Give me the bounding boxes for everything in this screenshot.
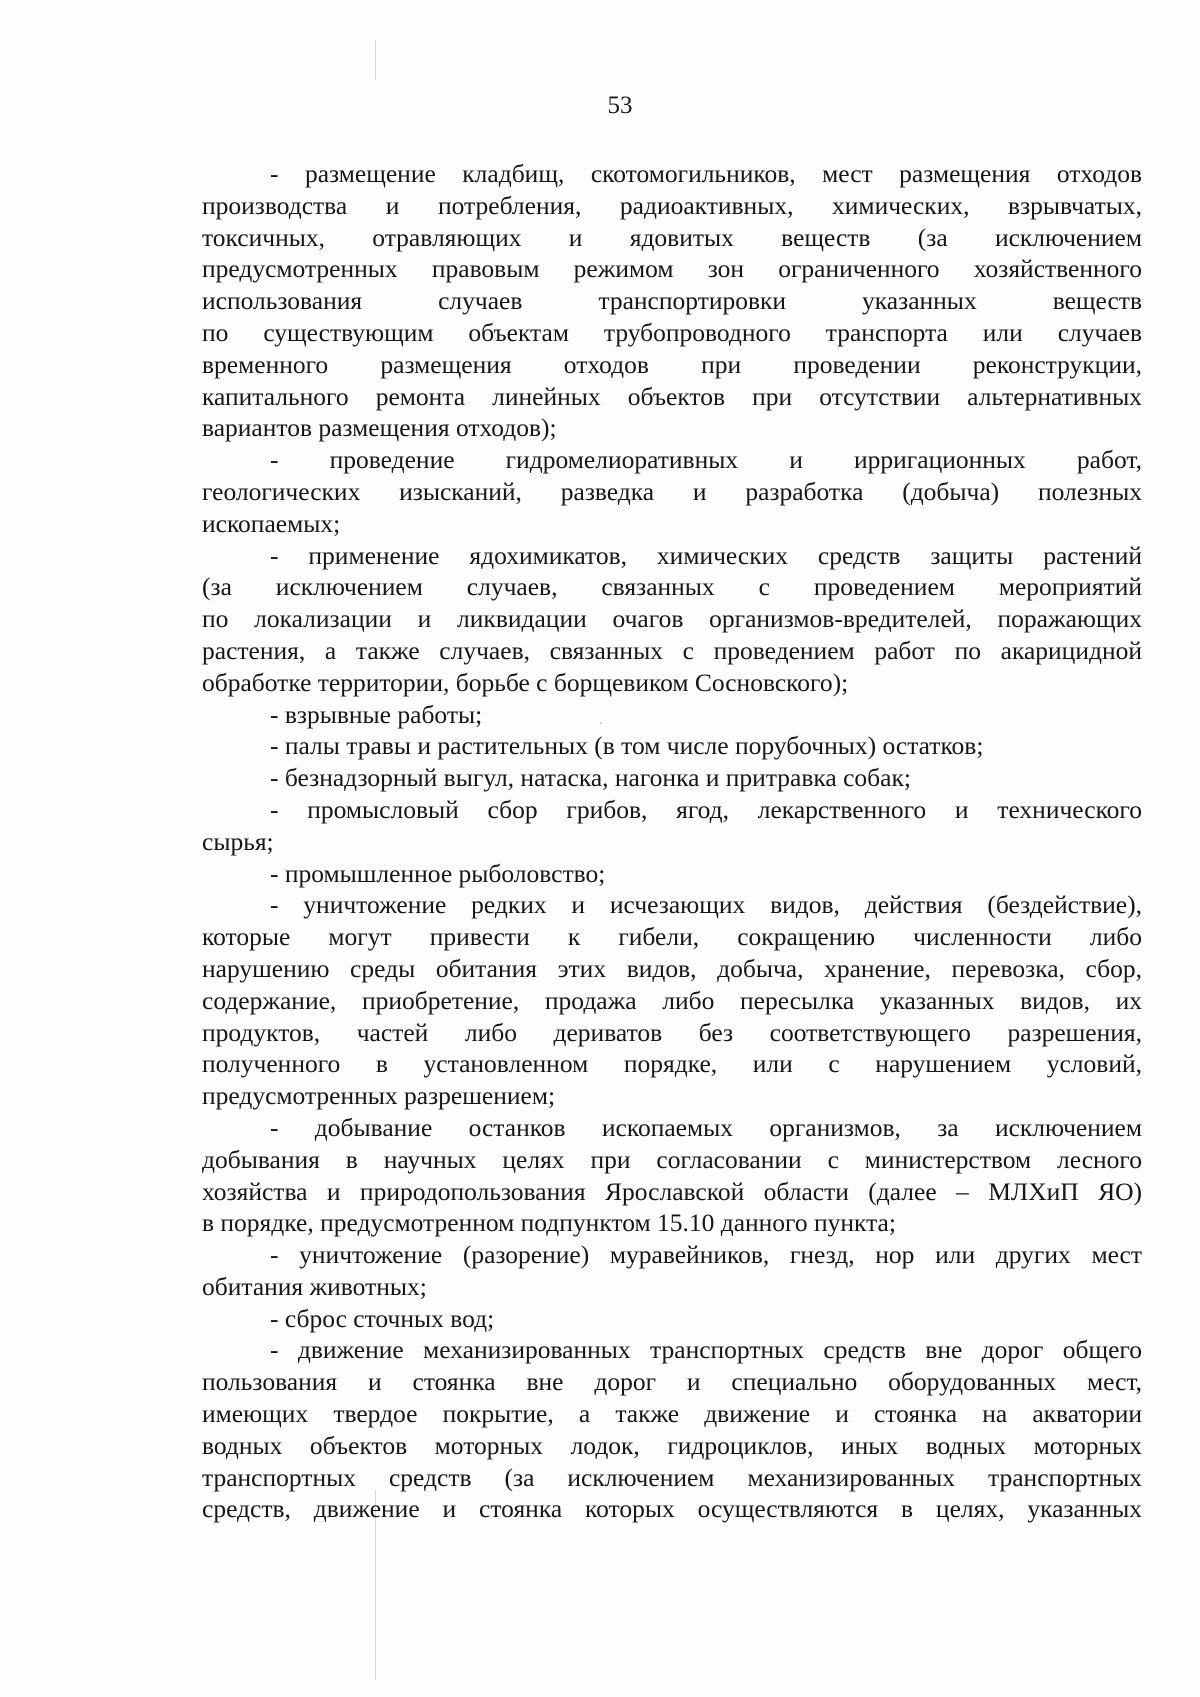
list-item xyxy=(202,889,1142,1112)
text-line: - палы травы и растительных (в том числе порубочных) остатков; xyxy=(270,731,984,761)
text-line: растения, а также случаев, связанных с проведением работ по акарицидной xyxy=(202,635,1142,665)
text-line: - движение механизированных транспортных средств вне дорог общего xyxy=(270,1335,1142,1365)
text-line: полученного в установленном порядке, или с нарушением условий, xyxy=(202,1049,1142,1079)
text-line: - проведение гидромелиоративных и ирригационных работ, xyxy=(270,445,1142,475)
text-line: хозяйства и природопользования Ярославской области (далее – МЛХиП ЯО) xyxy=(202,1176,1142,1206)
text-line: - уничтожение редких и исчезающих видов, действия (бездействие), xyxy=(270,890,1142,920)
text-line: ископаемых; xyxy=(202,508,341,538)
text-line: по локализации и ликвидации очагов организмов-вредителей, поражающих xyxy=(202,604,1142,634)
text-line: - промысловый сбор грибов, ягод, лекарственного и технического xyxy=(270,794,1142,824)
list-item xyxy=(202,1334,1142,1525)
text-line: - размещение кладбищ, скотомогильников, мест размещения отходов xyxy=(270,159,1142,188)
text-line: пользования и стоянка вне дорог и специально оборудованных мест, xyxy=(202,1367,1142,1397)
list-item xyxy=(202,858,1142,890)
list-item xyxy=(202,540,1142,699)
list-item xyxy=(202,158,1142,444)
text-line: содержание, приобретение, продажа либо пересылка указанных видов, их xyxy=(202,985,1142,1015)
text-line: - сброс сточных вод; xyxy=(270,1303,495,1333)
text-line: - уничтожение (разорение) муравейников, гнезд, нор или других мест xyxy=(270,1240,1142,1270)
text-line: использования случаев транспортировки указанных веществ xyxy=(202,286,1142,316)
text-line: водных объектов моторных лодок, гидроциклов, иных водных моторных xyxy=(202,1430,1142,1460)
text-line: сырья; xyxy=(202,826,274,856)
text-line: продуктов, частей либо дериватов без соответствующего разрешения, xyxy=(202,1017,1142,1047)
text-line: вариантов размещения отходов); xyxy=(202,413,557,443)
text-line: в порядке, предусмотренном подпунктом 15.10 данного пункта; xyxy=(202,1208,896,1238)
text-line: предусмотренных разрешением; xyxy=(202,1081,556,1111)
text-line: - промышленное рыболовство; xyxy=(270,858,606,888)
text-line: по существующим объектам трубопроводного транспорта или случаев xyxy=(202,317,1142,347)
text-line: - взрывные работы; xyxy=(270,699,483,729)
text-line: временного размещения отходов при проведении реконструкции, xyxy=(202,349,1142,379)
text-line: - безнадзорный выгул, натаска, нагонка и притравка собак; xyxy=(270,763,911,793)
text-line: производства и потребления, радиоактивных, химических, взрывчатых, xyxy=(202,190,1142,220)
text-line: капитального ремонта линейных объектов при отсутствии альтернативных xyxy=(202,381,1142,411)
scan-artifact-line xyxy=(375,40,376,80)
text-line: - добывание останков ископаемых организмов, за исключением xyxy=(270,1112,1142,1142)
document-body xyxy=(202,158,1142,1525)
list-item xyxy=(202,794,1142,858)
list-item xyxy=(202,444,1142,539)
text-line: транспортных средств (за исключением механизированных транспортных xyxy=(202,1462,1142,1492)
text-line: средств, движение и стоянка которых осуществляются в целях, указанных xyxy=(202,1494,1142,1524)
list-item xyxy=(202,1303,1142,1335)
list-item xyxy=(202,762,1142,794)
text-line: предусмотренных правовым режимом зон ограниченного хозяйственного xyxy=(202,254,1142,284)
list-item xyxy=(202,1239,1142,1303)
text-line: обитания животных; xyxy=(202,1271,427,1301)
text-line: нарушению среды обитания этих видов, добыча, хранение, перевозка, сбор, xyxy=(202,953,1142,983)
text-line: геологических изысканий, разведка и разработка (добыча) полезных xyxy=(202,476,1142,506)
text-line: (за исключением случаев, связанных с проведением мероприятий xyxy=(202,572,1142,602)
text-line: токсичных, отравляющих и ядовитых веществ (за исключением xyxy=(202,222,1142,252)
list-item xyxy=(202,1112,1142,1239)
text-line: которые могут привести к гибели, сокращению численности либо xyxy=(202,922,1142,952)
list-item xyxy=(202,699,1142,731)
page-number: 53 xyxy=(607,92,633,119)
text-line: имеющих твердое покрытие, а также движение и стоянка на акватории xyxy=(202,1399,1142,1429)
text-line: - применение ядохимикатов, химических средств защиты растений xyxy=(270,540,1142,570)
text-line: добывания в научных целях при согласовании с министерством лесного xyxy=(202,1144,1142,1174)
list-item xyxy=(202,730,1142,762)
text-line: обработке территории, борьбе с борщевиком Сосновского); xyxy=(202,667,849,697)
